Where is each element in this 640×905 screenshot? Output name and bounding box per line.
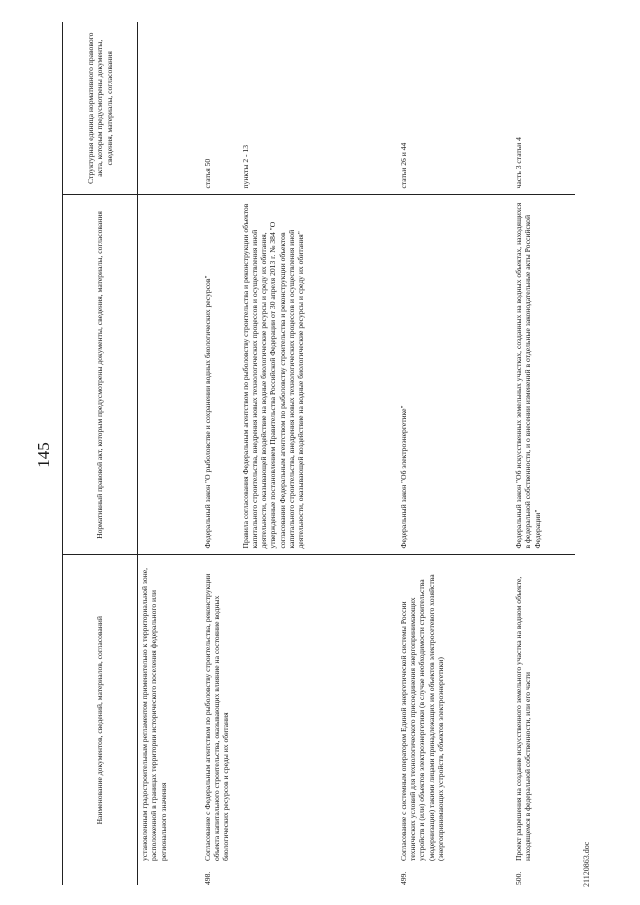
- row-name-cell: [510, 555, 575, 885]
- row-name: Согласование с системным оператором Единой энергетической системы России технических условий для технологического присоединения энергопринимающих устройств и (или) объектов электроэнергетики (в случае необходимости строительства (модернизации) такими лицами принадлежащих им объектов электросетевого хозяйства (энергопринимающих устройств, объектов электроэнергетики): [398, 574, 445, 861]
- row-name-cell: [138, 555, 199, 885]
- header-unit-column: Структурная единица нормативного правового акта, которым предусмотрены документы, сведения, материалы, согласования: [63, 22, 138, 195]
- table-row: [199, 22, 395, 885]
- row-number: 500.: [514, 871, 524, 885]
- row-name: Проект разрешения на создание искусственного земельного участка на водном объекте, находящемся в федеральной собственности, или его части: [514, 576, 533, 861]
- row-number: 499.: [398, 871, 408, 885]
- page-number: 145: [34, 442, 53, 468]
- act-text: Федеральный закон "О рыболовстве и сохранении водных биологических ресурсов": [202, 275, 212, 549]
- table-header-row: [63, 22, 138, 885]
- row-name: установленным градостроительным регламентом применительно к территориальной зоне, расположенной в границах территории исторического поселения федерального или регионального значения: [140, 568, 168, 861]
- row-name-cell: [395, 555, 510, 885]
- header-name-column: Наименование документов, сведений, материалов, согласований: [63, 555, 138, 885]
- act-text: Федеральный закон "Об искусственных земельных участках, созданных на водных объектах, находящихся в федеральной собственности, и о внесении изменений в отдельные законодательные акты Российской Федерации": [514, 202, 542, 549]
- unit-text: часть 3 статьи 4: [514, 137, 524, 189]
- unit-text: статья 50: [202, 158, 212, 189]
- row-unit-cell: [199, 22, 395, 195]
- table-row: [510, 22, 575, 885]
- row-act-cell: [510, 195, 575, 555]
- row-name: Согласование с Федеральным агентством по рыболовству строительства, реконструкции объекта капитального строительства, оказывающих влияние на состояние водных биологических ресурсов и среды их обитания: [202, 573, 231, 861]
- row-act-cell: [138, 195, 199, 555]
- act-text: Федеральный закон "Об электроэнергетике": [398, 405, 408, 549]
- row-name-cell: [199, 555, 395, 885]
- unit-text: пункты 2 - 13: [240, 144, 250, 189]
- row-act-cell: [199, 195, 395, 555]
- row-unit-cell: [395, 22, 510, 195]
- requirements-table: [62, 22, 575, 885]
- row-act-cell: [395, 195, 510, 555]
- table-row: [138, 22, 199, 885]
- header-act-column: Нормативный правовой акт, которым предусмотрены документы, сведения, материалы, согласования: [63, 195, 138, 555]
- row-number: 498.: [202, 871, 212, 885]
- document-file-code: 21120863.doc: [582, 841, 591, 887]
- table-row: [395, 22, 510, 885]
- row-unit-cell: [138, 22, 199, 195]
- unit-text: статьи 26 и 44: [398, 142, 408, 189]
- act-text: Правила согласования Федеральным агентством по рыболовству строительства и реконструкции объектов капитального строительства, внедрения новых технологических процессов и осуществления иной деятельности, оказывающей воздействие на водные биологические ресурсы и среду их обитания, утвержденные постановлением Правительства Российской Федерации от 30 апреля 2013 г. № 384 "О согласовании Федеральным агентством по рыболовству строительства и реконструкции объектов капитального строительства, внедрения новых технологических процессов и осуществления иной деятельности, оказывающей воздействие на водные биологические ресурсы и среду их обитания": [240, 203, 306, 549]
- row-unit-cell: [510, 22, 575, 195]
